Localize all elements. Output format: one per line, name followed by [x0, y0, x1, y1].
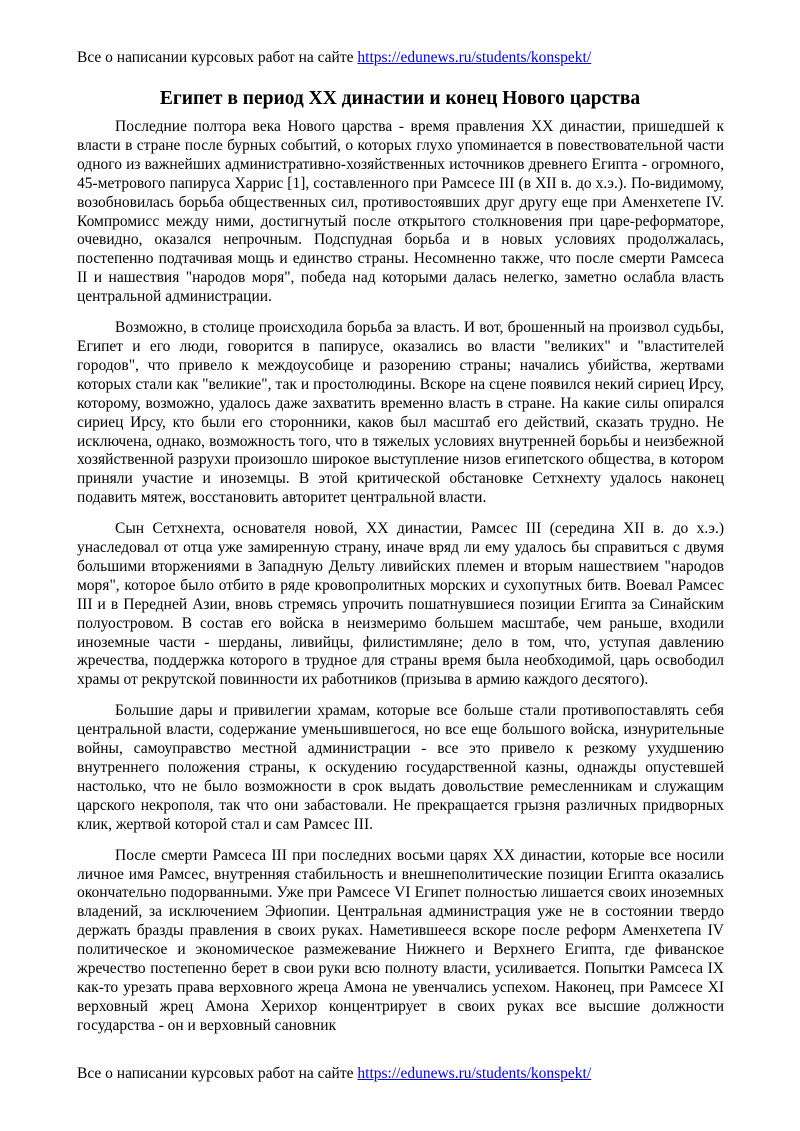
page-header	[77, 48, 591, 68]
paragraph-2: Возможно, в столице происходила борьба за власть. И вот, брошенный на произвол судьбы, Египет и его люди, говорится в папирусе, оказались во власти "великих" и "властителей городов", что привело к междоусобице и разорению страны; начались убийства, жертвами которых стали как "великие", так и простолюдины. Вскоре на сцене появился некий сириец Ирсу, которому, возможно, удалось даже захватить временно власть в стране. На какие силы опирался сириец Ирсу, кто были его сторонники, каков был масштаб его действий, сказать трудно. Не исключена, однако, возможность того, что в тяжелых условиях внутренней борьбы и неизбежной хозяйственной разрухи произошло широкое выступление низов египетского общества, в котором приняли участие и иноземцы. В этой критической обстановке Сетхнехту удалось наконец подавить мятеж, восстановить авторитет центральной власти.	[77, 319, 724, 507]
header-link[interactable]: https://edunews.ru/students/konspekt/	[357, 49, 592, 66]
paragraph-1: Последние полтора века Нового царства - время правления XX династии, пришедшей к власти в стране после бурных событий, о которых глухо упоминается в повествовательной части одного из важнейших административно-хозяйственных источников древнего Египта - огромного, 45-метрового папируса Харрис [1], составленного при Рамсесе III (в XII в. до х.э.). По-видимому, возобновилась борьба общественных сил, противостоявших друг другу еще при Аменхетепе IV. Компромисс между ними, достигнутый после открытого столкновения при царе-реформаторе, очевидно, оказался непрочным. Подспудная борьба и в новых условиях продолжалась, постепенно подтачивая мощь и единство страны. Несомненно также, что после смерти Рамсеса II и нашествия "народов моря", победа над которыми далась нелегко, заметно ослабла власть центральной администрации.	[77, 118, 724, 306]
footer-link[interactable]: https://edunews.ru/students/konspekt/	[357, 1065, 592, 1082]
paragraph-3: Сын Сетхнехта, основателя новой, XX династии, Рамсес III (середина XII в. до х.э.) унаследовал от отца уже замиренную страну, иначе вряд ли ему удалось бы справиться с двумя большими вторжениями в Западную Дельту ливийских племен и вторым нашествием "народов моря", которое было отбито в ряде кровопролитных морских и сухопутных битв. Воевал Рамсес III и в Передней Азии, вновь стремясь упрочить пошатнувшиеся позиции Египта за Синайским полуостровом. В состав его войска в неизмеримо большем масштабе, чем раньше, входили иноземные части - шерданы, ливийцы, филистимляне; дело в том, что, уступая давлению жречества, поддержка которого в трудное для страны время была необходимой, царь освободил храмы от рекрутской повинности их работников (призыва в армию каждого десятого).	[77, 520, 724, 689]
document-body	[77, 118, 724, 1048]
header-text: Все о написании курсовых работ на сайте	[77, 49, 358, 66]
paragraph-4: Большие дары и привилегии храмам, которые все больше стали противопоставлять себя центральной власти, содержание уменьшившегося, но все еще большого войска, изнурительные войны, самоуправство местной администрации - все это привело к резкому ухудшению внутреннего положения страны, к оскудению государственной казны, однажды опустевшей настолько, что не было возможности в срок выдать довольствие ремесленникам и служащим царского некрополя, так что они забастовали. Не прекращается грызня различных придворных клик, жертвой которой стал и сам Рамсес III.	[77, 702, 724, 833]
paragraph-5: После смерти Рамсеса III при последних восьми царях XX династии, которые все носили личное имя Рамсес, внутренняя стабильность и внешнеполитические позиции Египта оказались окончательно подорванными. Уже при Рамсесе VI Египет полностью лишается своих иноземных владений, за исключением Эфиопии. Центральная администрация уже не в состоянии твердо держать бразды правления в своих руках. Наметившееся вскоре после реформ Аменхетепа IV политическое и экономическое размежевание Нижнего и Верхнего Египта, где фиванское жречество постепенно берет в свои руки всю полноту власти, усиливается. Попытки Рамсеса IX как-то урезать права верховного жреца Амона не увенчались успехом. Наконец, при Рамсесе XI верховный жрец Амона Херихор концентрирует в своих руках все высшие должности государства - он и верховный сановник	[77, 846, 724, 1034]
document-title: Египет в период XX династии и конец Нового царства	[159, 88, 641, 109]
footer-text: Все о написании курсовых работ на сайте	[77, 1065, 358, 1082]
page-footer	[77, 1064, 591, 1084]
